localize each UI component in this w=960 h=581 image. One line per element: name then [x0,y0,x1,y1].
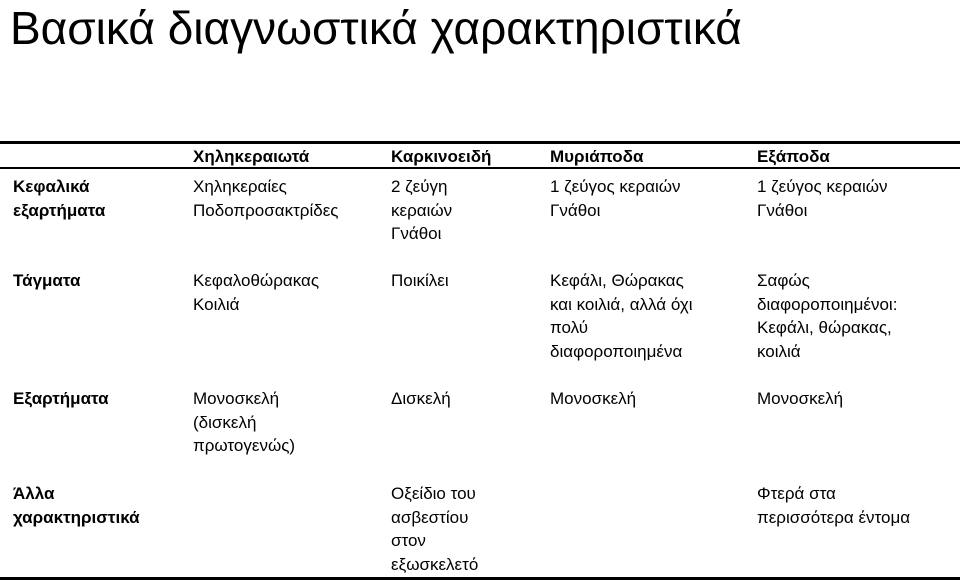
cell-appendages-hexapoda: Μονοσκελή [757,389,844,408]
cell-head-appendages-myriapoda: 1 ζεύγος κεραιών Γνάθοι [550,177,681,220]
header-crustacea: Καρκινοειδή [391,147,492,166]
row-label-other-features: Άλλα χαρακτηριστικά [13,484,140,527]
table-top-rule [0,141,960,144]
cell-tagmata-chelicerata: Κεφαλοθώρακας Κοιλιά [193,271,320,314]
cell-head-appendages-chelicerata: Χηληκεραίες Ποδοπροσακτρίδες [193,177,339,220]
row-label-appendages: Εξαρτήματα [13,389,109,408]
cell-appendages-chelicerata: Μονοσκελή (δισκελή πρωτογενώς) [193,389,296,455]
cell-appendages-myriapoda: Μονοσκελή [550,389,637,408]
cell-head-appendages-hexapoda: 1 ζεύγος κεραιών Γνάθοι [757,177,888,220]
table-header-rule [0,167,960,169]
cell-head-appendages-crustacea: 2 ζεύγη κεραιών Γνάθοι [391,177,453,243]
table-bottom-rule [0,577,960,580]
header-myriapoda: Μυριάποδα [550,147,644,166]
cell-tagmata-myriapoda: Κεφάλι, Θώρακας και κοιλιά, αλλά όχι πολύ διαφοροποιημένα [550,271,693,361]
header-hexapoda: Εξάποδα [757,147,830,166]
row-label-head-appendages: Κεφαλικά εξαρτήματα [13,177,106,220]
cell-other-features-crustacea: Οξείδιο του ασβεστίου στον εξωσκελετό [391,484,479,574]
cell-tagmata-hexapoda: Σαφώς διαφοροποιημένοι: Κεφάλι, θώρακας, κοιλιά [757,271,898,361]
cell-other-features-hexapoda: Φτερά στα περισσότερα έντομα [757,484,911,527]
header-chelicerata: Χηληκεραιωτά [193,147,310,166]
page-title: Βασικά διαγνωστικά χαρακτηριστικά [10,2,742,54]
cell-tagmata-crustacea: Ποικίλει [391,271,449,290]
row-label-tagmata: Τάγματα [13,271,81,290]
cell-appendages-crustacea: Δισκελή [391,389,451,408]
